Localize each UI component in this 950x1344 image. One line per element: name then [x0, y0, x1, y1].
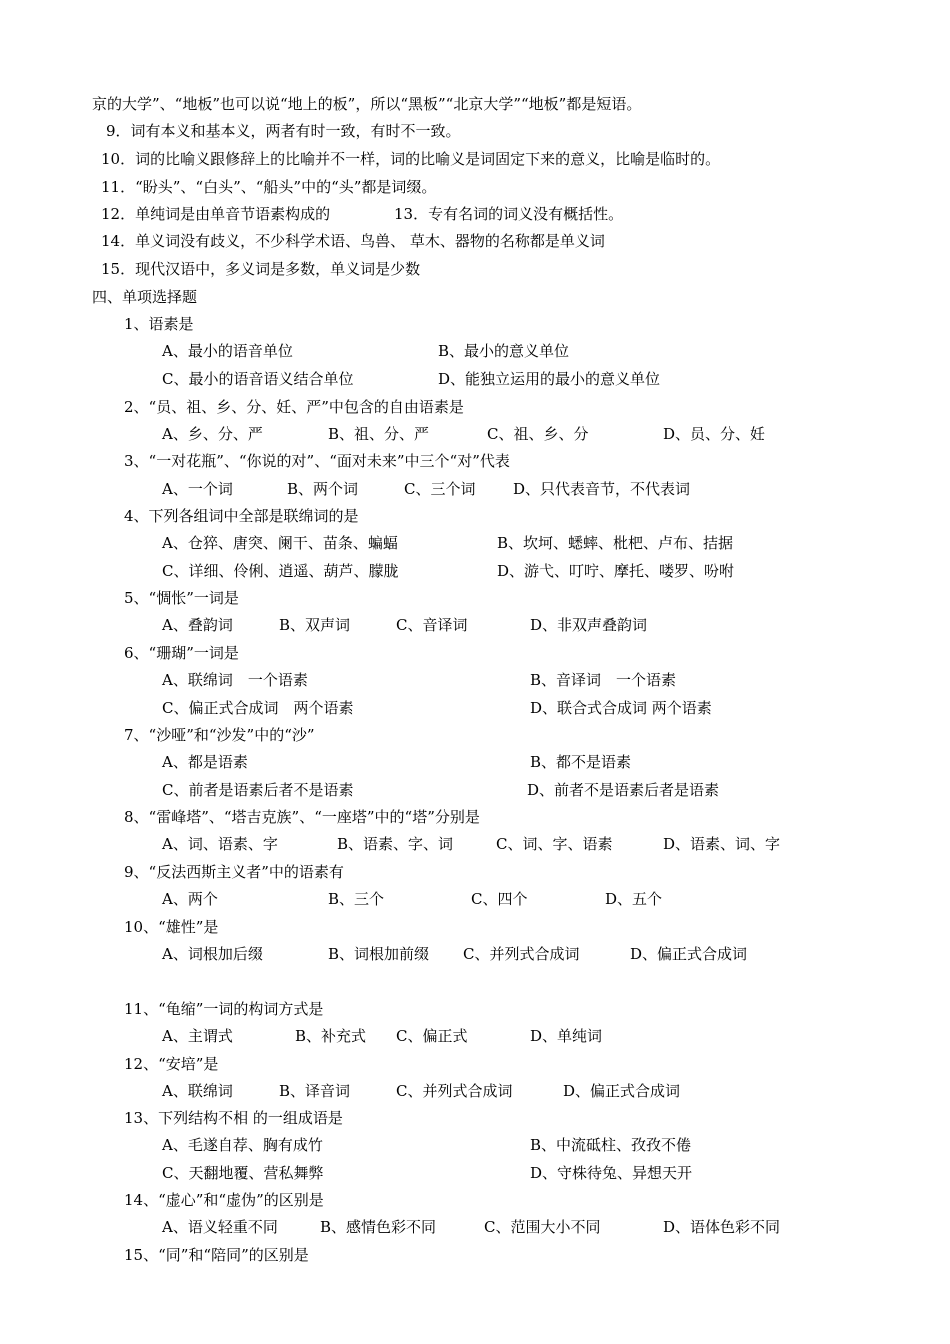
- option-d: D、语素、词、字: [663, 835, 781, 853]
- option-d: D、偏正式合成词: [630, 945, 748, 963]
- option-d: D、前者不是语素后者是语素: [527, 781, 720, 799]
- option-b: B、三个: [328, 890, 385, 908]
- option-c: C、偏正式: [396, 1027, 468, 1045]
- option-d: D、联合式合成词 两个语素: [530, 699, 712, 717]
- option-b: B、感情色彩不同: [320, 1218, 437, 1236]
- question-stem: 10、“雄性”是: [124, 918, 219, 936]
- section-title: 四、单项选择题: [92, 288, 198, 306]
- option-a: A、都是语素: [162, 753, 248, 771]
- option-c: C、详细、伶俐、逍遥、葫芦、朦胧: [162, 562, 399, 580]
- judgment-line: 12．单纯词是由单音节语素构成的: [101, 205, 331, 223]
- option-c: C、词、字、语素: [496, 835, 613, 853]
- option-b: B、祖、分、严: [328, 425, 430, 443]
- question-stem: 7、“沙哑”和“沙发”中的“沙”: [124, 726, 315, 744]
- option-a: A、最小的语音单位: [162, 342, 293, 360]
- question-stem: 6、“珊瑚”一词是: [124, 644, 239, 662]
- question-stem: 3、“一对花瓶”、“你说的对”、“面对未来”中三个“对”代表: [124, 452, 510, 470]
- question-stem: 15、“同”和“陪同”的区别是: [124, 1246, 309, 1264]
- option-a: A、词根加后缀: [162, 945, 263, 963]
- option-c: C、前者是语素后者不是语素: [162, 781, 354, 799]
- option-b: B、两个词: [287, 480, 359, 498]
- option-a: A、词、语素、字: [162, 835, 278, 853]
- question-stem: 8、“雷峰塔”、“塔吉克族”、“一座塔”中的“塔”分别是: [124, 808, 480, 826]
- option-d: D、五个: [605, 890, 663, 908]
- option-d: D、语体色彩不同: [663, 1218, 781, 1236]
- option-d: D、单纯词: [530, 1027, 603, 1045]
- option-b: B、补充式: [295, 1027, 367, 1045]
- option-d: D、非双声叠韵词: [530, 616, 648, 634]
- option-b: B、坎坷、蟋蟀、枇杷、卢布、拮据: [497, 534, 734, 552]
- option-a: A、两个: [162, 890, 218, 908]
- question-stem: 5、“惆怅”一词是: [124, 589, 239, 607]
- option-a: A、联绵词: [162, 1082, 233, 1100]
- option-d: D、游弋、叮咛、摩托、喽罗、吩咐: [497, 562, 735, 580]
- question-stem: 14、“虚心”和“虚伪”的区别是: [124, 1191, 324, 1209]
- option-b: B、都不是语素: [530, 753, 632, 771]
- option-c: C、四个: [471, 890, 528, 908]
- question-stem: 1、语素是: [124, 315, 194, 333]
- option-c: C、三个词: [404, 480, 476, 498]
- option-c: C、天翻地覆、营私舞弊: [162, 1164, 324, 1182]
- option-c: C、最小的语音语义结合单位: [162, 370, 354, 388]
- option-a: A、主谓式: [162, 1027, 233, 1045]
- judgment-line: 14．单义词没有歧义，不少科学术语、鸟兽、 草木、器物的名称都是单义词: [101, 232, 605, 250]
- judgment-line: 9．词有本义和基本义，两者有时一致，有时不一致。: [106, 122, 461, 140]
- option-a: A、联绵词 一个语素: [162, 671, 308, 689]
- option-a: A、语义轻重不同: [162, 1218, 278, 1236]
- question-stem: 9、“反法西斯主义者”中的语素有: [124, 863, 344, 881]
- option-a: A、毛遂自荐、胸有成竹: [162, 1136, 323, 1154]
- judgment-line: 13．专有名词的词义没有概括性。: [394, 205, 624, 223]
- question-stem: 4、下列各组词中全部是联绵词的是: [124, 507, 359, 525]
- question-stem: 13、下列结构不相 的一组成语是: [124, 1109, 343, 1127]
- option-c: C、音译词: [396, 616, 468, 634]
- option-a: A、仓猝、唐突、阑干、苗条、蝙蝠: [162, 534, 398, 552]
- question-stem: 2、“员、祖、乡、分、妊、严”中包含的自由语素是: [124, 398, 464, 416]
- option-c: C、祖、乡、分: [487, 425, 589, 443]
- judgment-line: 15．现代汉语中，多义词是多数，单义词是少数: [101, 260, 421, 278]
- judgment-line: 10．词的比喻义跟修辞上的比喻并不一样，词的比喻义是词固定下来的意义，比喻是临时的。: [101, 150, 721, 168]
- option-a: A、一个词: [162, 480, 233, 498]
- judgment-line: 京的大学”、“地板”也可以说“地上的板”，所以“黑板”“北京大学”“地板”都是短语。: [92, 95, 642, 113]
- option-b: B、词根加前缀: [328, 945, 430, 963]
- option-b: B、双声词: [279, 616, 351, 634]
- option-d: D、偏正式合成词: [563, 1082, 681, 1100]
- question-stem: 12、“安培”是: [124, 1055, 219, 1073]
- option-d: D、能独立运用的最小的意义单位: [438, 370, 661, 388]
- option-b: B、语素、字、词: [337, 835, 454, 853]
- option-d: D、只代表音节，不代表词: [513, 480, 691, 498]
- option-b: B、中流砥柱、孜孜不倦: [530, 1136, 692, 1154]
- option-b: B、译音词: [279, 1082, 351, 1100]
- judgment-line: 11．“盼头”、“白头”、“船头”中的“头”都是词缀。: [101, 178, 437, 196]
- option-c: C、并列式合成词: [396, 1082, 513, 1100]
- option-a: A、叠韵词: [162, 616, 233, 634]
- question-stem: 11、“龟缩”一词的构词方式是: [124, 1000, 324, 1018]
- option-a: A、乡、分、严: [162, 425, 263, 443]
- option-d: D、员、分、妊: [663, 425, 766, 443]
- option-d: D、守株待兔、异想天开: [530, 1164, 693, 1182]
- option-c: C、范围大小不同: [484, 1218, 601, 1236]
- option-c: C、并列式合成词: [463, 945, 580, 963]
- option-b: B、音译词 一个语素: [530, 671, 677, 689]
- option-b: B、最小的意义单位: [438, 342, 570, 360]
- option-c: C、偏正式合成词 两个语素: [162, 699, 354, 717]
